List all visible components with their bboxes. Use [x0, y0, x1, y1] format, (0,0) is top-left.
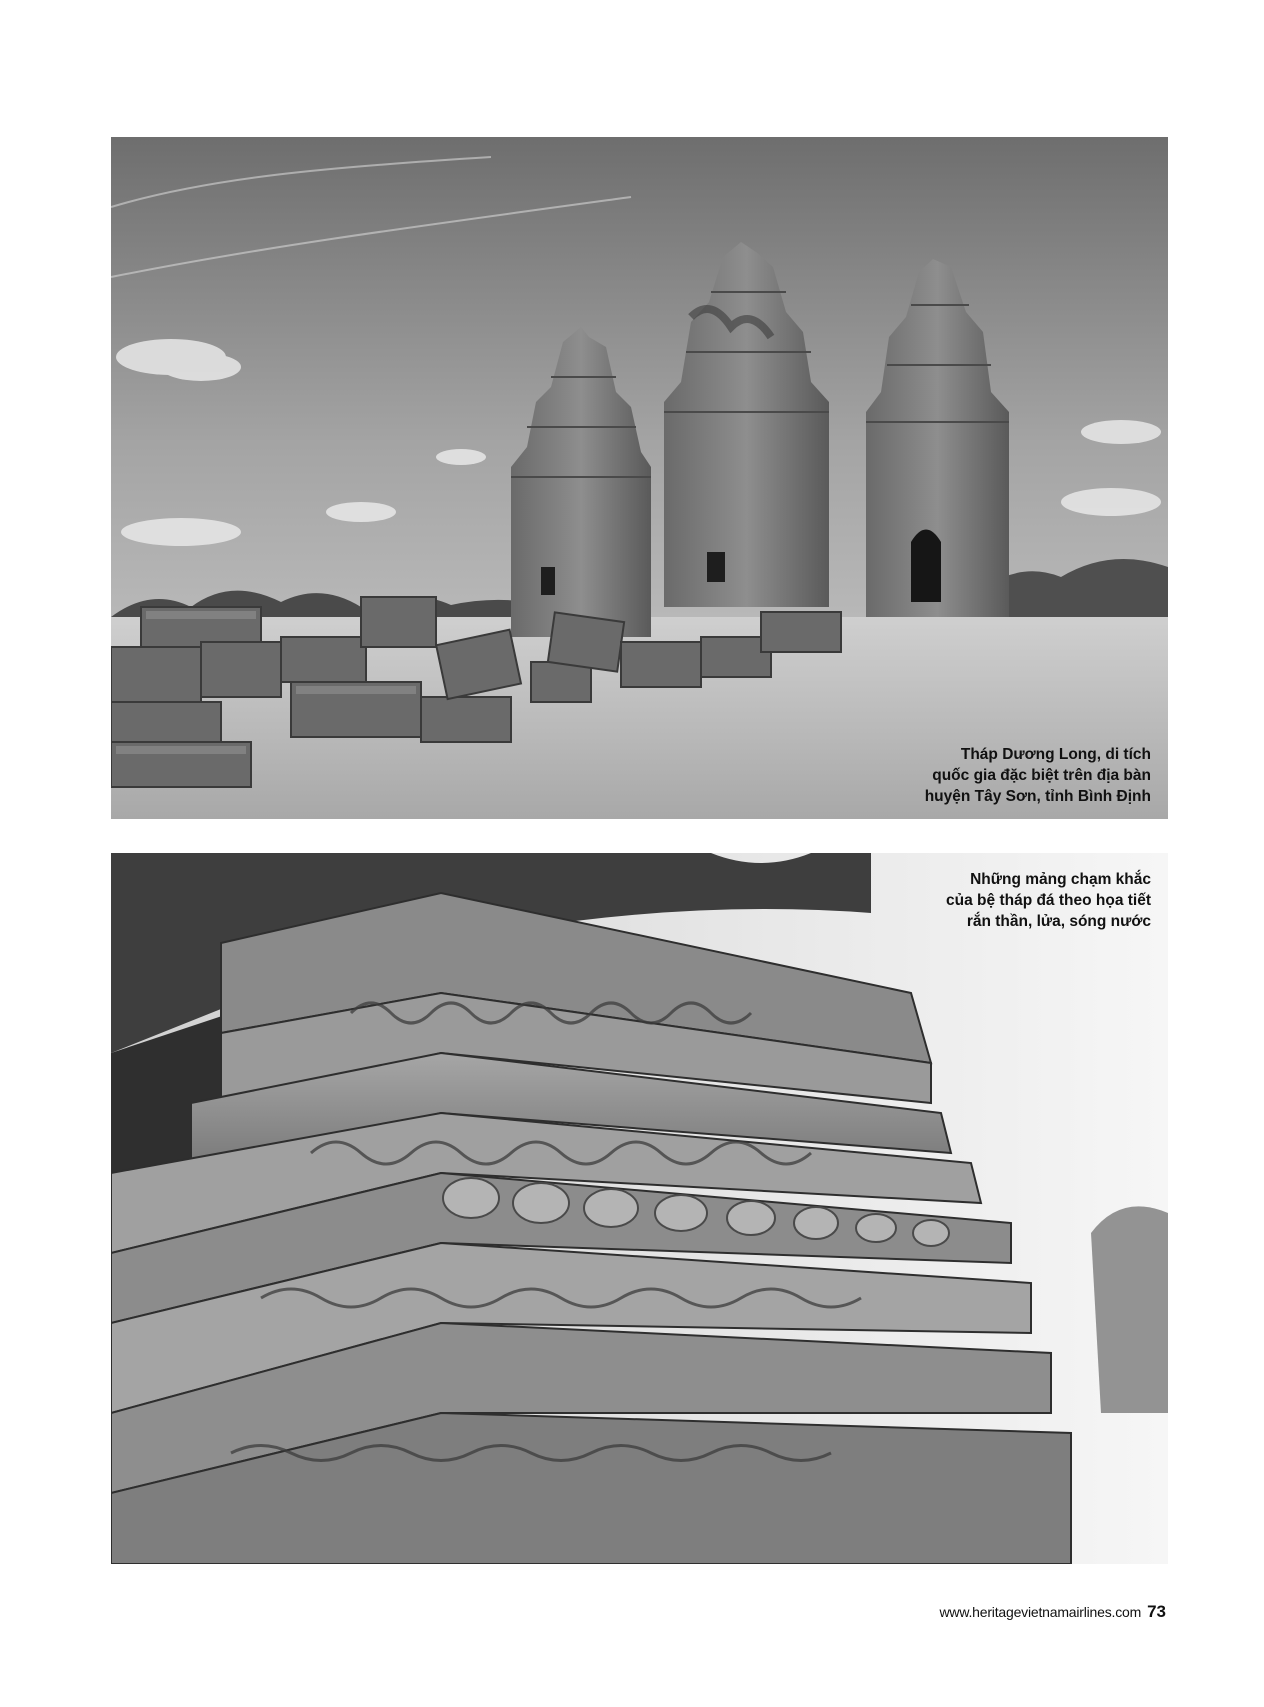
caption-line: huyện Tây Sơn, tỉnh Bình Định	[924, 788, 1151, 805]
tower-photo-illustration	[111, 137, 1168, 819]
caption-line: quốc gia đặc biệt trên địa bàn	[932, 767, 1151, 784]
website-url: www.heritagevietnamairlines.com	[939, 1604, 1142, 1620]
caption-line: của bệ tháp đá theo họa tiết	[946, 892, 1151, 909]
caption-line: rắn thần, lửa, sóng nước	[966, 913, 1151, 930]
page-footer	[940, 1602, 1166, 1622]
page-number: 73	[1147, 1602, 1166, 1621]
carving-photo-caption	[946, 869, 1151, 932]
caption-line: Những mảng chạm khắc	[970, 871, 1151, 888]
carving-photo	[111, 853, 1168, 1564]
carving-photo-illustration	[111, 853, 1168, 1564]
tower-photo-caption	[925, 744, 1151, 807]
tower-photo	[111, 137, 1168, 819]
caption-line: Tháp Dương Long, di tích	[960, 746, 1151, 763]
